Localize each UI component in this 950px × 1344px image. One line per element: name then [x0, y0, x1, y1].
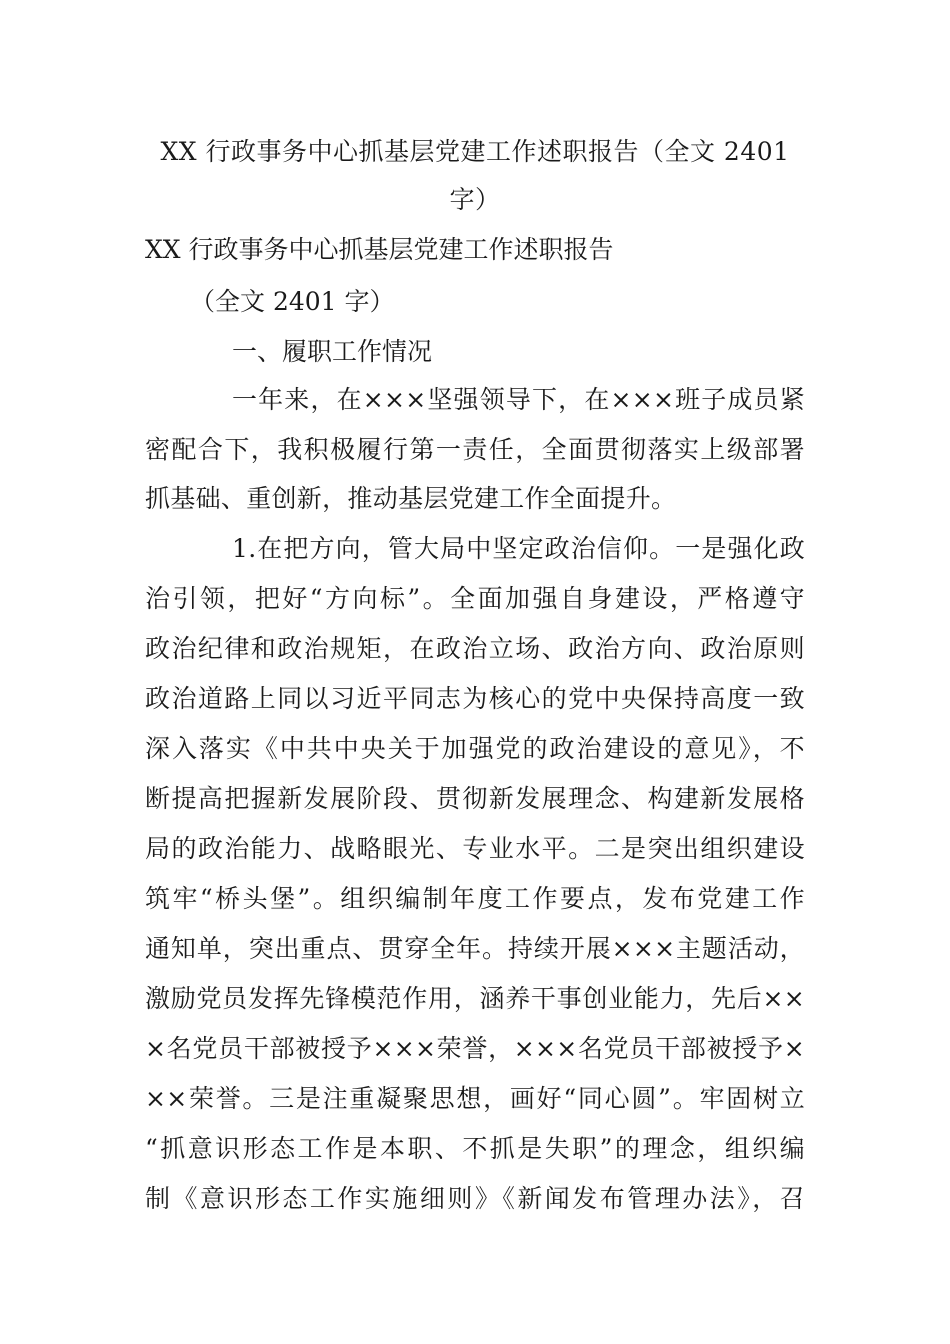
intro-line: 密配合下，我积极履行第一责任，全面贯彻落实上级部署 [145, 435, 805, 464]
document-title: XX 行政事务中心抓基层党建工作述职报告（全文 2401 字） [160, 137, 790, 214]
document-subtitle: XX 行政事务中心抓基层党建工作述职报告 [145, 235, 614, 264]
intro-line: 一年来，在×××坚强领导下，在×××班子成员紧 [232, 385, 805, 414]
body-line: 1.在把方向，管大局中坚定政治信仰。一是强化政 [232, 534, 805, 563]
intro-line: 抓基础、重创新，推动基层党建工作全面提升。 [145, 484, 677, 513]
body-line: 筑牢“桥头堡”。组织编制年度工作要点，发布党建工作 [145, 884, 805, 913]
body-line: ×名党员干部被授予×××荣誉，×××名党员干部被授予× [145, 1034, 805, 1063]
body-line: 局的政治能力、战略眼光、专业水平。二是突出组织建设 [145, 834, 805, 863]
section-heading: 一、履职工作情况 [232, 337, 433, 366]
body-line: 激励党员发挥先锋模范作用，涵养干事创业能力，先后×× [145, 984, 805, 1013]
body-line: 制《意识形态工作实施细则》《新闻发布管理办法》，召 [145, 1184, 805, 1213]
body-line: 通知单，突出重点、贯穿全年。持续开展×××主题活动， [145, 934, 805, 963]
body-line: 治引领，把好“方向标”。全面加强自身建设，严格遵守 [145, 584, 805, 613]
body-line: “抓意识形态工作是本职、不抓是失职”的理念，组织编 [145, 1134, 805, 1163]
body-line: 政治道路上同以习近平同志为核心的党中央保持高度一致 [145, 684, 805, 713]
word-count-note: （全文 2401 字） [190, 287, 395, 316]
body-line: 深入落实《中共中央关于加强党的政治建设的意见》，不 [145, 734, 805, 763]
body-line: 断提高把握新发展阶段、贯彻新发展理念、构建新发展格 [145, 784, 805, 813]
body-line: 政治纪律和政治规矩，在政治立场、政治方向、政治原则 [145, 634, 805, 663]
body-line: ××荣誉。三是注重凝聚思想，画好“同心圆”。牢固树立 [145, 1084, 805, 1113]
